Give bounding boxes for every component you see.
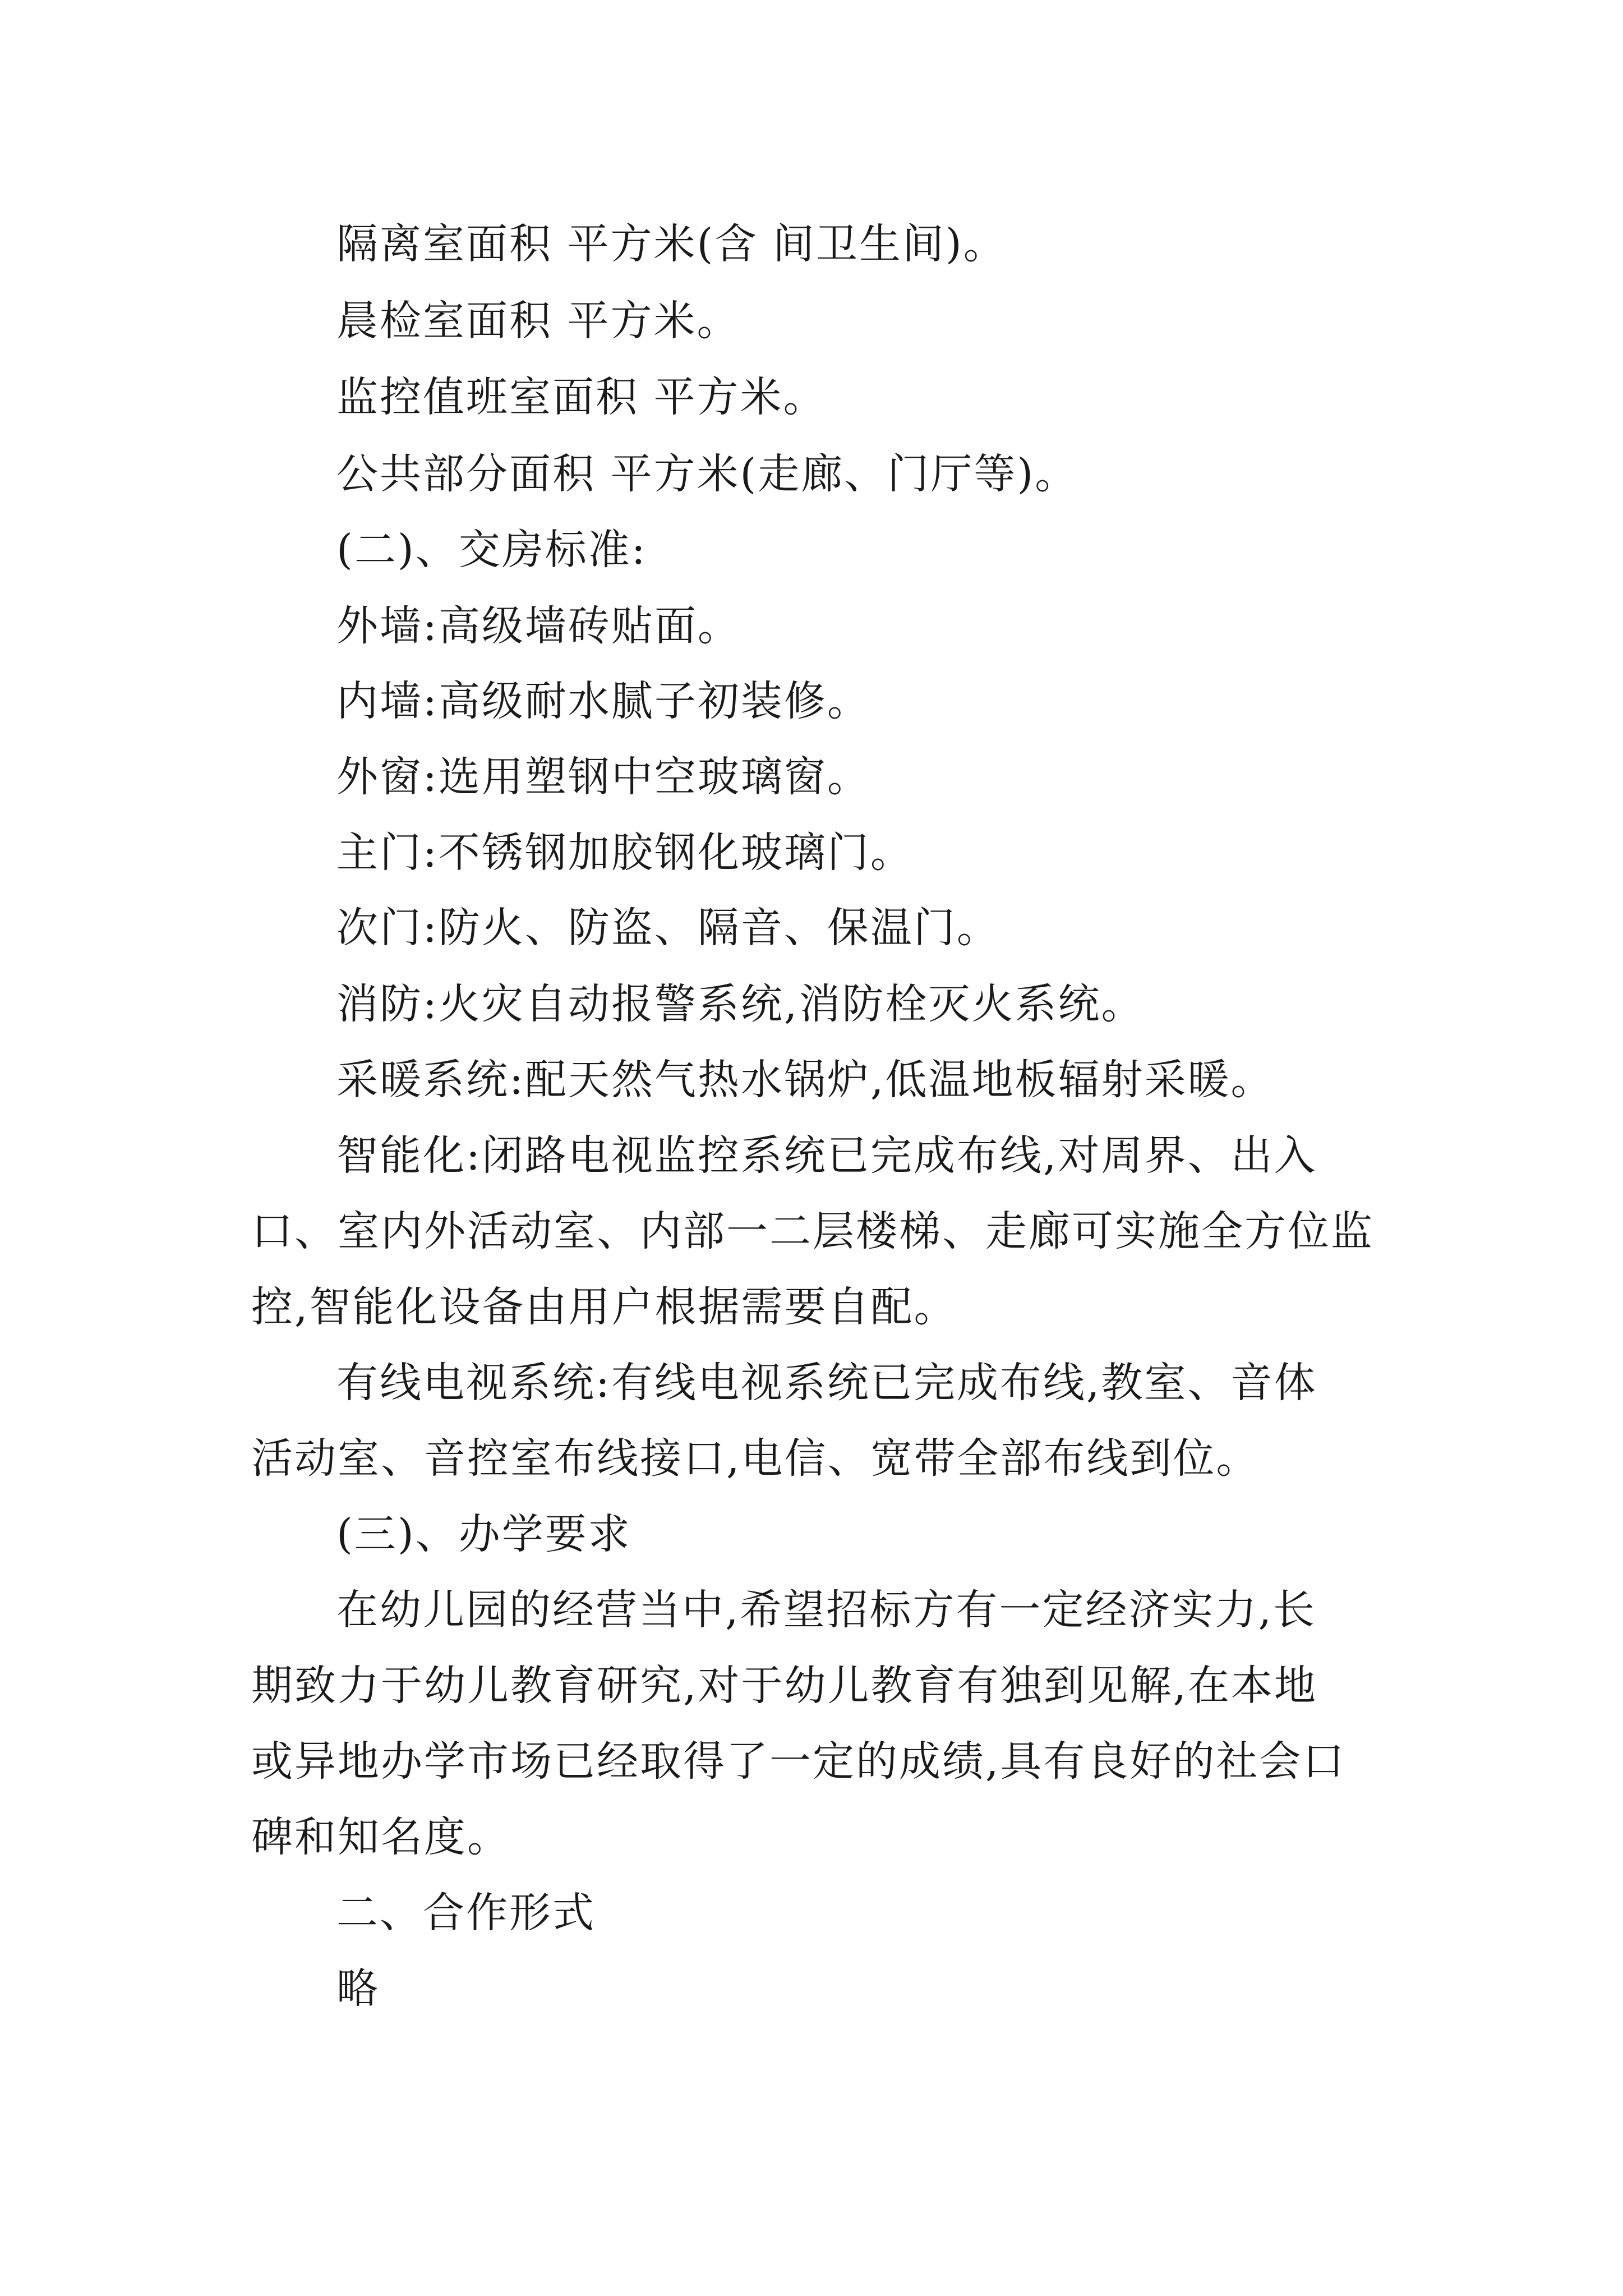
text-line: 控,智能化设备由用户根据需要自配。 (251, 1283, 957, 1331)
text-line: 消防:火灾自动报警系统,消防栓灭火系统。 (336, 980, 1145, 1028)
text-line: 监控值班室面积 平方米。 (336, 373, 827, 421)
text-line: 外墙:高级墙砖贴面。 (336, 602, 741, 650)
text-line: 略 (336, 1964, 380, 2013)
text-line: 晨检室面积 平方米。 (336, 297, 740, 345)
text-line: 外窗:选用塑钢中空玻璃窗。 (336, 753, 870, 801)
text-line: 期致力于幼儿教育研究,对于幼儿教育有独到见解,在本地 (251, 1662, 1318, 1710)
text-line: 智能化:闭路电视监控系统已完成布线,对周界、出入 (336, 1131, 1317, 1180)
text-line: 或异地办学市场已经取得了一定的成绩,具有良好的社会口 (251, 1737, 1346, 1786)
section-heading: 二、合作形式 (336, 1889, 596, 1937)
text-line: 主门:不锈钢加胶钢化玻璃门。 (336, 829, 914, 877)
section-heading: (二)、交房标准: (336, 526, 647, 574)
text-line: 口、室内外活动室、内部一二层楼梯、走廊可实施全方位监 (251, 1207, 1374, 1255)
text-line: 活动室、音控室布线接口,电信、宽带全部布线到位。 (251, 1434, 1260, 1483)
text-line: 隔离室面积 平方米(含 间卫生间)。 (336, 220, 1007, 268)
text-line: 公共部分面积 平方米(走廊、门厅等)。 (336, 450, 1078, 498)
text-line: 内墙:高级耐水腻子初装修。 (336, 677, 870, 725)
text-line: 采暖系统:配天然气热水锅炉,低温地板辐射采暖。 (336, 1056, 1274, 1104)
section-heading: (三)、办学要求 (336, 1510, 631, 1558)
text-line: 在幼儿园的经营当中,希望招标方有一定经济实力,长 (336, 1586, 1317, 1634)
text-line: 次门:防火、防盗、隔音、保温门。 (336, 904, 1000, 952)
text-line: 有线电视系统:有线电视系统已完成布线,教室、音体 (336, 1359, 1317, 1407)
text-line: 碑和知名度。 (251, 1813, 510, 1861)
